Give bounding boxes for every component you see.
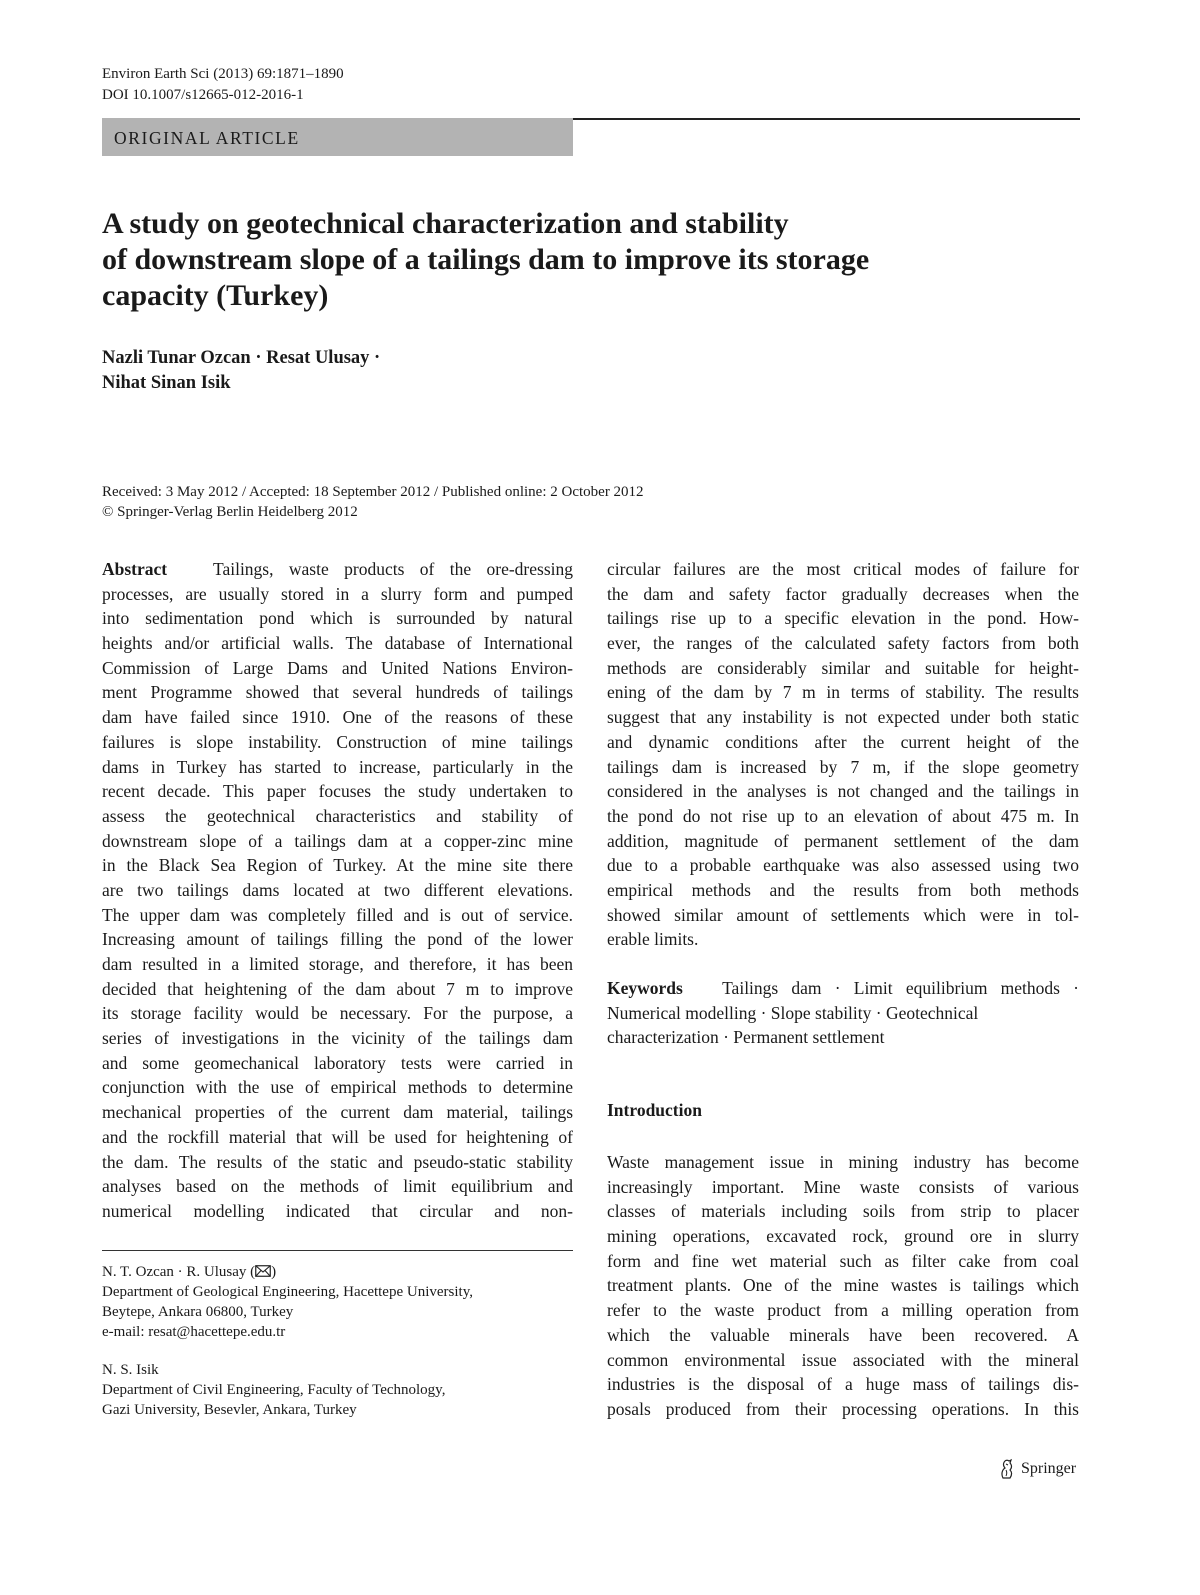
text-line: posals produced from their processing operations. In this bbox=[607, 1398, 1079, 1419]
text-line: decided that heightening of the dam about 7 m to improve bbox=[102, 978, 573, 999]
journal-doi: DOI 10.1007/s12665-012-2016-1 bbox=[102, 87, 304, 103]
date-history: Received: 3 May 2012 / Accepted: 18 September 2012 / Published online: 2 October 2012 bbox=[102, 484, 644, 500]
text-line: and some geomechanical laboratory tests were carried in bbox=[102, 1052, 573, 1073]
text-line: which the valuable minerals have been recovered. A bbox=[607, 1324, 1079, 1345]
text-line: circular failures are the most critical modes of failure for bbox=[607, 559, 1079, 579]
text-line: are two tailings dams located at two different elevations. bbox=[102, 879, 573, 900]
text-line: series of investigations in the vicinity of the tailings dam bbox=[102, 1028, 573, 1049]
authors-line: Nihat Sinan Isik bbox=[102, 373, 231, 393]
text-line: refer to the waste product from a milling operation from bbox=[607, 1300, 1079, 1321]
text-line: the pond do not rise up to an elevation of about 475 m. In bbox=[607, 805, 1079, 826]
abstract-left-column bbox=[102, 557, 573, 1224]
text-line: methods are considerably similar and suitable for height- bbox=[607, 657, 1079, 678]
text-line: assess the geotechnical characteristics and stability of bbox=[102, 805, 573, 826]
title-line: A study on geotechnical characterization and stability bbox=[102, 207, 789, 240]
text-line: mechanical properties of the current dam material, tailings bbox=[102, 1102, 573, 1123]
text-line: and dynamic conditions after the current height of the bbox=[607, 731, 1079, 752]
text-line: dam have failed since 1910. One of the reasons of these bbox=[102, 707, 573, 728]
title-line: capacity (Turkey) bbox=[102, 279, 329, 312]
section-label: ORIGINAL ARTICLE bbox=[102, 118, 573, 156]
text-line: Commission of Large Dams and United Nations Environ- bbox=[102, 657, 573, 678]
text-line: and the rockfill material that will be used for heightening of bbox=[102, 1126, 573, 1147]
text-line: the dam and safety factor gradually decreases when the bbox=[607, 583, 1079, 604]
text-line: Waste management issue in mining industry has become bbox=[607, 1152, 1079, 1172]
springer-horse-icon bbox=[997, 1458, 1017, 1480]
journal-header bbox=[102, 64, 344, 106]
text-line: common environmental issue associated with the mineral bbox=[607, 1349, 1079, 1370]
text-line: dam resulted in a limited storage, and therefore, it has been bbox=[102, 954, 573, 974]
abstract-line bbox=[102, 557, 573, 582]
abstract-label: Abstract bbox=[102, 559, 168, 579]
text-line: erable limits. bbox=[607, 929, 699, 950]
text-line: in the Black Sea Region of Turkey. At the mine site there bbox=[102, 855, 573, 876]
introduction-heading: Introduction bbox=[607, 1100, 702, 1120]
text-line: downstream slope of a tailings dam at a copper-zinc mine bbox=[102, 830, 573, 851]
text-line: heights and/or artificial walls. The database of International bbox=[102, 633, 573, 654]
text-line: addition, magnitude of permanent settlement of the dam bbox=[607, 830, 1079, 851]
text-line: suggest that any instability is not expected under both static bbox=[607, 707, 1079, 728]
affiliation-2 bbox=[102, 1360, 445, 1420]
affiliation-1 bbox=[102, 1262, 473, 1342]
publication-dates bbox=[102, 482, 644, 522]
text-line: increasingly important. Mine waste consists of various bbox=[607, 1176, 1079, 1197]
text-line: treatment plants. One of the mine wastes is tailings which bbox=[607, 1275, 1079, 1296]
title-line: of downstream slope of a tailings dam to improve its storage bbox=[102, 243, 870, 276]
affiliation-dept: Department of Civil Engineering, Faculty of Technology, bbox=[102, 1382, 446, 1398]
envelope-icon bbox=[255, 1263, 271, 1275]
affiliation-names-text: N. T. Ozcan · R. Ulusay ( bbox=[102, 1264, 256, 1280]
paper-title bbox=[102, 206, 1002, 314]
text-line: tailings dam is increased by 7 m, if the slope geometry bbox=[607, 756, 1079, 777]
keywords-line bbox=[607, 976, 1079, 1001]
introduction-lines bbox=[607, 1150, 1079, 1422]
header-rule bbox=[573, 118, 1080, 120]
abstract-continued bbox=[607, 557, 1079, 952]
text-line: due to a probable earthquake was also assessed using two bbox=[607, 855, 1079, 876]
text-line: industries is the disposal of a huge mass of tailings dis- bbox=[607, 1374, 1079, 1395]
text-line: mining operations, excavated rock, ground ore in slurry bbox=[607, 1226, 1079, 1247]
abstract-first-line: Tailings, waste products of the ore-dressing bbox=[212, 559, 573, 579]
author-list bbox=[102, 346, 380, 396]
abstract-right-column bbox=[607, 557, 1079, 952]
introduction-body bbox=[607, 1150, 1079, 1422]
text-line: showed similar amount of settlements which were in tol- bbox=[607, 904, 1079, 925]
text-line: ment Programme showed that several hundreds of tailings bbox=[102, 682, 573, 703]
text-line: tailings rise up to a specific elevation in the pond. How- bbox=[607, 608, 1079, 629]
keywords-label: Keywords bbox=[607, 978, 683, 998]
text-line: classes of materials including soils from strip to placer bbox=[607, 1201, 1079, 1222]
text-line: empirical methods and the results from both methods bbox=[607, 879, 1079, 900]
publisher-logo bbox=[997, 1458, 1076, 1480]
abstract-body bbox=[102, 582, 573, 1224]
text-line: into sedimentation pond which is surrounded by natural bbox=[102, 608, 573, 629]
copyright-notice: © Springer-Verlag Berlin Heidelberg 2012 bbox=[102, 504, 358, 520]
affiliation-names-end: ) bbox=[271, 1264, 277, 1280]
text-line: recent decade. This paper focuses the study undertaken to bbox=[102, 781, 573, 802]
affiliation-email[interactable]: e-mail: resat@hacettepe.edu.tr bbox=[102, 1324, 286, 1340]
affiliation-names bbox=[102, 1262, 473, 1282]
text-line: conjunction with the use of empirical methods to determine bbox=[102, 1077, 573, 1098]
footnote-rule bbox=[102, 1250, 573, 1251]
text-line: analyses based on the methods of limit equilibrium and bbox=[102, 1176, 573, 1197]
affiliation-address: Beytepe, Ankara 06800, Turkey bbox=[102, 1304, 294, 1320]
affiliation-names: N. S. Isik bbox=[102, 1362, 159, 1378]
keywords-block bbox=[607, 976, 1079, 1050]
affiliation-address: Gazi University, Besevler, Ankara, Turkey bbox=[102, 1402, 357, 1418]
journal-citation: Environ Earth Sci (2013) 69:1871–1890 bbox=[102, 66, 344, 82]
keywords-first-line: Tailings dam · Limit equilibrium methods · bbox=[722, 978, 1079, 998]
keywords-line: characterization · Permanent settlement bbox=[607, 1027, 885, 1048]
text-line: the dam. The results of the static and pseudo-static stability bbox=[102, 1151, 573, 1172]
text-line: dams in Turkey has started to increase, particularly in the bbox=[102, 756, 573, 777]
text-line: processes, are usually stored in a slurry form and pumped bbox=[102, 583, 573, 604]
text-line: form and fine wet material such as filter cake from coal bbox=[607, 1250, 1079, 1271]
text-line: numerical modelling indicated that circular and non- bbox=[102, 1200, 573, 1221]
keywords-line: Numerical modelling · Slope stability · Geotechnical bbox=[607, 1002, 979, 1023]
text-line: failures is slope instability. Construction of mine tailings bbox=[102, 731, 573, 752]
publisher-name: Springer bbox=[1021, 1460, 1077, 1477]
text-line: ening of the dam by 7 m in terms of stability. The results bbox=[607, 682, 1079, 703]
text-line: Increasing amount of tailings filling the pond of the lower bbox=[102, 929, 573, 950]
text-line: considered in the analyses is not changed and the tailings in bbox=[607, 781, 1079, 802]
text-line: ever, the ranges of the calculated safety factors from both bbox=[607, 633, 1079, 654]
authors-line: Nazli Tunar Ozcan · Resat Ulusay · bbox=[102, 348, 381, 368]
affiliation-dept: Department of Geological Engineering, Hacettepe University, bbox=[102, 1284, 473, 1300]
text-line: The upper dam was completely filled and is out of service. bbox=[102, 904, 573, 925]
text-line: its storage facility would be necessary. For the purpose, a bbox=[102, 1003, 573, 1024]
